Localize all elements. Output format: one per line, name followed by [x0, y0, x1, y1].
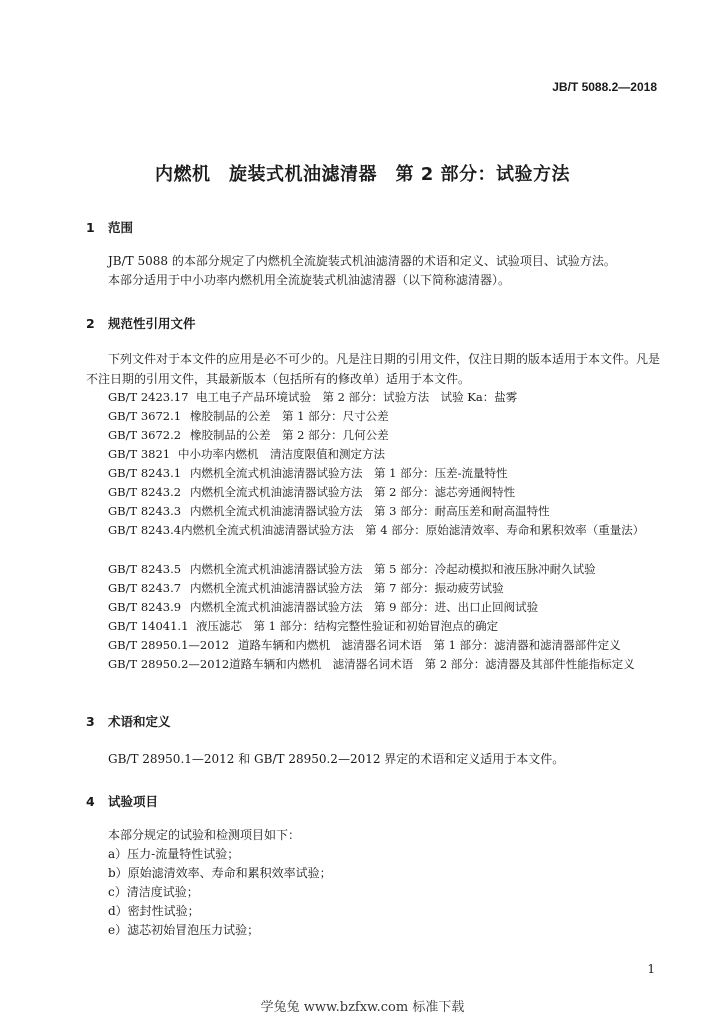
reference-code: GB/T 8243.3: [108, 504, 182, 518]
footer-watermark: 学兔兔 www.bzfxw.com 标准下载: [260, 1000, 465, 1015]
reference-title: 内燃机全流式机油滤清器试验方法 第 7 部分：振动疲劳试验: [190, 581, 504, 595]
test-item: d）密封性试验；: [108, 904, 200, 918]
reference-title: 道路车辆和内燃机 滤清器名词术语 第 1 部分：滤清器和滤清器部件定义: [238, 638, 621, 652]
reference-title: 内燃机全流式机油滤清器试验方法 第 3 部分：耐高压差和耐高温特性: [190, 504, 550, 518]
reference-item: [108, 483, 515, 502]
reference-item: [108, 426, 389, 445]
reference-code: GB/T 28950.1—2012: [108, 638, 230, 652]
document-title: 内燃机 旋装式机油滤清器 第 2 部分：试验方法: [154, 164, 571, 185]
reference-code: GB/T 28950.2—2012: [108, 657, 230, 671]
reference-code: GB/T 3672.2: [108, 428, 182, 442]
reference-item: [108, 560, 596, 579]
reference-item: [108, 617, 498, 636]
section-heading-test-items: [86, 792, 158, 810]
section-title: 术语和定义: [108, 714, 171, 729]
reference-code: GB/T 8243.7: [108, 581, 182, 595]
scope-paragraph-2: 本部分适用于中小功率内燃机用全流旋装式机油滤清器（以下简称滤清器）。: [108, 273, 511, 287]
reference-title: 内燃机全流式机油滤清器试验方法 第 2 部分：滤芯旁通阀特性: [190, 485, 516, 499]
reference-title: 电工电子产品环境试验 第 2 部分：试验方法 试验 Ka：盐雾: [196, 390, 518, 404]
section-heading-references: [86, 314, 196, 332]
section-heading-terms: [86, 712, 171, 730]
test-item: a）压力-流量特性试验；: [108, 847, 240, 861]
reference-item: [108, 579, 504, 598]
section-number: 2: [86, 316, 95, 331]
reference-item: [86, 521, 661, 541]
reference-code: GB/T 8243.2: [108, 485, 182, 499]
reference-code: GB/T 8243.4: [108, 523, 182, 537]
reference-code: GB/T 3821: [108, 447, 171, 461]
section-title: 试验项目: [108, 794, 159, 809]
test-items-intro: 本部分规定的试验和检测项目如下：: [108, 828, 301, 842]
reference-code: GB/T 8243.1: [108, 466, 182, 480]
reference-item: [108, 407, 389, 426]
section-title: 规范性引用文件: [108, 316, 196, 331]
section-number: 1: [86, 220, 95, 235]
reference-code: GB/T 14041.1: [108, 619, 189, 633]
reference-item: [108, 445, 385, 464]
terms-paragraph: GB/T 28950.1—2012 和 GB/T 28950.2—2012 界定的术语和定义适用于本文件。: [108, 752, 565, 766]
reference-title: 内燃机全流式机油滤清器试验方法 第 1 部分：压差-流量特性: [190, 466, 508, 480]
section-heading-scope: [86, 218, 133, 236]
section-number: 4: [86, 794, 95, 809]
section-number: 3: [86, 714, 95, 729]
reference-code: GB/T 3672.1: [108, 409, 182, 423]
reference-title: 道路车辆和内燃机 滤清器名词术语 第 2 部分：滤清器及其部件性能指标定义: [229, 657, 635, 671]
reference-item: [108, 502, 550, 521]
section-title: 范围: [108, 220, 134, 235]
test-item: b）原始滤清效率、寿命和累积效率试验；: [108, 866, 332, 880]
test-item: c）清洁度试验；: [108, 885, 199, 899]
reference-title: 内燃机全流式机油滤清器试验方法 第 4 部分：原始滤清效率、寿命和累积效率（重量法）: [181, 523, 645, 537]
reference-item: [108, 388, 517, 407]
reference-title: 橡胶制品的公差 第 2 部分：几何公差: [190, 428, 389, 442]
scope-paragraph-1: JB/T 5088 的本部分规定了内燃机全流旋装式机油滤清器的术语和定义、试验项目、试验方法。: [108, 254, 616, 268]
reference-title: 中小功率内燃机 清洁度限值和测定方法: [178, 447, 385, 461]
reference-item: [86, 655, 661, 675]
reference-code: GB/T 2423.17: [108, 390, 189, 404]
reference-title: 液压滤芯 第 1 部分：结构完整性验证和初始冒泡点的确定: [196, 619, 499, 633]
standard-code: JB/T 5088.2—2018: [552, 80, 657, 94]
reference-item: [108, 636, 621, 655]
reference-title: 橡胶制品的公差 第 1 部分：尺寸公差: [190, 409, 389, 423]
reference-code: GB/T 8243.5: [108, 562, 182, 576]
reference-item: [108, 598, 538, 617]
reference-code: GB/T 8243.9: [108, 600, 182, 614]
page-number: 1: [647, 962, 655, 976]
reference-item: [108, 464, 508, 483]
test-item: e）滤芯初始冒泡压力试验；: [108, 923, 260, 937]
reference-title: 内燃机全流式机油滤清器试验方法 第 5 部分：冷起动模拟和液压脉冲耐久试验: [190, 562, 596, 576]
references-intro: 下列文件对于本文件的应用是必不可少的。凡是注日期的引用文件，仅注日期的版本适用于本文件。凡是不注日期的引用文件，其最新版本（包括所有的修改单）适用于本文件。: [86, 352, 661, 386]
reference-title: 内燃机全流式机油滤清器试验方法 第 9 部分：进、出口止回阀试验: [190, 600, 539, 614]
